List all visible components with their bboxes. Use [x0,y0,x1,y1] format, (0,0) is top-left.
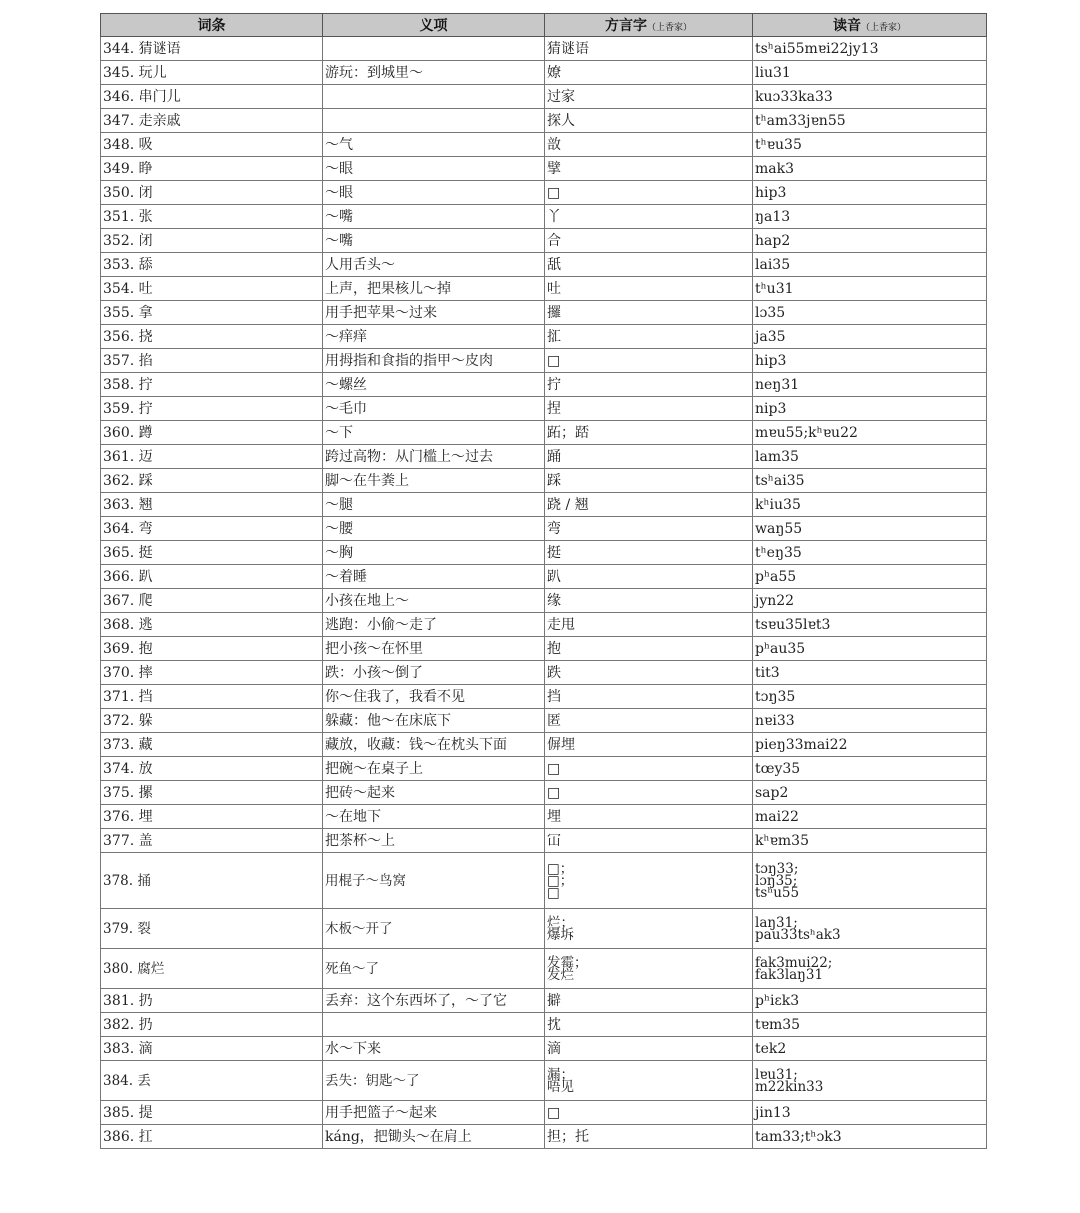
header-pronunciation-label: 读音 [832,18,861,34]
header-term-label: 词条 [197,18,226,34]
table-row [101,1125,987,1149]
dialect-char-cell: 烂； 爆坼 [545,909,753,949]
term-cell: 349. 睁 [101,157,323,181]
term-cell: 359. 拧 [101,397,323,421]
header-meaning [323,14,545,37]
header-dialect-char-label: 方言字 [604,18,647,34]
meaning-cell: 藏放，收藏：钱～在枕头下面 [323,733,545,757]
term-cell: 369. 抱 [101,637,323,661]
header-pronunciation-note: （上香家） [860,23,906,33]
term-cell: 375. 摞 [101,781,323,805]
meaning-cell: ～嘴 [323,205,545,229]
pronunciation-cell: jin13 [753,1101,987,1125]
term-cell: 354. 吐 [101,277,323,301]
term-cell: 344. 猜谜语 [101,37,323,61]
pronunciation-cell: lɐu31; m22kin33 [753,1061,987,1101]
term-cell: 351. 张 [101,205,323,229]
term-cell: 355. 拿 [101,301,323,325]
dialect-char-cell: 攞 [545,301,753,325]
table-row [101,325,987,349]
table-row [101,205,987,229]
meaning-cell [323,85,545,109]
meaning-cell: káng，把锄头～在肩上 [323,1125,545,1149]
meaning-cell: 你～住我了，我看不见 [323,685,545,709]
pronunciation-cell: tit3 [753,661,987,685]
pronunciation-cell: nip3 [753,397,987,421]
term-cell: 371. 挡 [101,685,323,709]
pronunciation-cell: pʰau35 [753,637,987,661]
table-row [101,733,987,757]
meaning-cell: 把茶杯～上 [323,829,545,853]
table-row [101,109,987,133]
table-row [101,589,987,613]
dialect-char-cell: 探人 [545,109,753,133]
dialect-char-cell: 猜谜语 [545,37,753,61]
dialect-char-cell: 合 [545,229,753,253]
term-cell: 357. 掐 [101,349,323,373]
table-row [101,301,987,325]
table-row [101,709,987,733]
term-cell: 368. 逃 [101,613,323,637]
term-cell: 361. 迈 [101,445,323,469]
term-cell: 352. 闭 [101,229,323,253]
meaning-cell: ～气 [323,133,545,157]
meaning-cell: 丢失：钥匙～了 [323,1061,545,1101]
table-row [101,277,987,301]
dialect-char-cell: □ [545,349,753,373]
pronunciation-cell: liu31 [753,61,987,85]
meaning-cell: 上声，把果核儿～掉 [323,277,545,301]
dialect-char-cell: 滴 [545,1037,753,1061]
meaning-cell: ～眼 [323,157,545,181]
meaning-cell: 人用舌头～ [323,253,545,277]
meaning-cell: ～在地下 [323,805,545,829]
table-row [101,37,987,61]
pronunciation-cell: jyn22 [753,589,987,613]
header-dialect-char-note: （上香家） [646,23,692,33]
term-cell: 382. 扔 [101,1013,323,1037]
pronunciation-cell: pʰiɛk3 [753,989,987,1013]
pronunciation-cell: lai35 [753,253,987,277]
meaning-cell: ～胸 [323,541,545,565]
pronunciation-cell: lɔ35 [753,301,987,325]
dialect-char-cell: 拧 [545,373,753,397]
dialect-char-cell: 过家 [545,85,753,109]
dialect-char-cell: 捏 [545,397,753,421]
dialect-char-cell: 抌 [545,1013,753,1037]
term-cell: 363. 翘 [101,493,323,517]
meaning-cell [323,109,545,133]
table-row [101,1013,987,1037]
pronunciation-cell: tsʰai35 [753,469,987,493]
table-row [101,805,987,829]
meaning-cell: 脚～在牛粪上 [323,469,545,493]
pronunciation-cell: neŋ31 [753,373,987,397]
dialect-char-cell: 吐 [545,277,753,301]
term-cell: 360. 蹲 [101,421,323,445]
header-meaning-label: 义项 [419,18,448,34]
meaning-cell: ～腿 [323,493,545,517]
meaning-cell: 死鱼～了 [323,949,545,989]
dialect-char-cell: 踊 [545,445,753,469]
term-cell: 381. 扔 [101,989,323,1013]
table-row [101,133,987,157]
dialect-char-cell: 匿 [545,709,753,733]
pronunciation-cell: pʰa55 [753,565,987,589]
meaning-cell: 把小孩～在怀里 [323,637,545,661]
pronunciation-cell: hip3 [753,349,987,373]
meaning-cell: 丢弃：这个东西坏了，～了它 [323,989,545,1013]
term-cell: 372. 躲 [101,709,323,733]
table-row [101,1037,987,1061]
table-row [101,565,987,589]
meaning-cell: ～腰 [323,517,545,541]
table-row [101,445,987,469]
dialect-char-cell: 擗 [545,989,753,1013]
table-row [101,853,987,909]
dialect-char-cell: 舐 [545,253,753,277]
term-cell: 370. 摔 [101,661,323,685]
meaning-cell: 逃跑：小偷～走了 [323,613,545,637]
term-cell: 350. 闭 [101,181,323,205]
pronunciation-cell: kʰiu35 [753,493,987,517]
dialect-char-cell: 冚 [545,829,753,853]
term-cell: 365. 挺 [101,541,323,565]
meaning-cell: 用拇指和食指的指甲～皮肉 [323,349,545,373]
dialect-char-cell: 走甩 [545,613,753,637]
pronunciation-cell: pieŋ33mai22 [753,733,987,757]
dialect-char-cell: 挺 [545,541,753,565]
pronunciation-cell: tsʰai55mɐi22jy13 [753,37,987,61]
dialect-char-cell: 擘 [545,157,753,181]
pronunciation-cell: tœy35 [753,757,987,781]
vocabulary-table [100,13,987,1149]
pronunciation-cell: hip3 [753,181,987,205]
meaning-cell [323,1013,545,1037]
pronunciation-cell: tʰeŋ35 [753,541,987,565]
header-dialect-char [545,14,753,37]
term-cell: 364. 弯 [101,517,323,541]
meaning-cell: ～毛巾 [323,397,545,421]
dialect-char-cell: 抱 [545,637,753,661]
meaning-cell: ～眼 [323,181,545,205]
term-cell: 383. 滴 [101,1037,323,1061]
dialect-char-cell: 嫽 [545,61,753,85]
dialect-char-cell: □ [545,1101,753,1125]
pronunciation-cell: tʰu31 [753,277,987,301]
dialect-char-cell: 漏； 唔见 [545,1061,753,1101]
pronunciation-cell: tɔŋ33; lɔŋ35; tsʰu55 [753,853,987,909]
meaning-cell: 小孩在地上～ [323,589,545,613]
dialect-char-cell: 挡 [545,685,753,709]
table-row [101,949,987,989]
pronunciation-cell: tek2 [753,1037,987,1061]
term-cell: 347. 走亲戚 [101,109,323,133]
term-cell: 346. 串门儿 [101,85,323,109]
meaning-cell: ～痒痒 [323,325,545,349]
term-cell: 380. 腐烂 [101,949,323,989]
term-cell: 362. 踩 [101,469,323,493]
term-cell: 374. 放 [101,757,323,781]
meaning-cell: ～下 [323,421,545,445]
meaning-cell: ～螺丝 [323,373,545,397]
term-cell: 384. 丢 [101,1061,323,1101]
meaning-cell: 跌：小孩～倒了 [323,661,545,685]
table-row [101,829,987,853]
meaning-cell: 把砖～起来 [323,781,545,805]
meaning-cell: 游玩：到城里～ [323,61,545,85]
term-cell: 373. 藏 [101,733,323,757]
dialect-char-cell: □； □； □ [545,853,753,909]
dialect-char-cell: 担；托 [545,1125,753,1149]
pronunciation-cell: tɔŋ35 [753,685,987,709]
term-cell: 356. 挠 [101,325,323,349]
pronunciation-cell: kuɔ33ka33 [753,85,987,109]
term-cell: 345. 玩儿 [101,61,323,85]
dialect-char-cell: 踩 [545,469,753,493]
term-cell: 358. 拧 [101,373,323,397]
table-row [101,517,987,541]
dialect-char-cell: □ [545,757,753,781]
table-row [101,397,987,421]
meaning-cell: ～嘴 [323,229,545,253]
dialect-char-cell: 埋 [545,805,753,829]
pronunciation-cell: mai22 [753,805,987,829]
table-row [101,61,987,85]
dialect-char-cell: 跷 / 翘 [545,493,753,517]
pronunciation-cell: mak3 [753,157,987,181]
pronunciation-cell: waŋ55 [753,517,987,541]
table-row [101,253,987,277]
pronunciation-cell: tam33;tʰɔk3 [753,1125,987,1149]
pronunciation-cell: laŋ31; pau33tsʰak3 [753,909,987,949]
table-row [101,469,987,493]
pronunciation-cell: tsɐu35lɐt3 [753,613,987,637]
pronunciation-cell: tɐm35 [753,1013,987,1037]
table-header [101,14,987,37]
pronunciation-cell: fak3mui22; fak3laŋ31 [753,949,987,989]
pronunciation-cell: ŋa13 [753,205,987,229]
header-pronunciation [753,14,987,37]
table-row [101,909,987,949]
term-cell: 366. 趴 [101,565,323,589]
meaning-cell: 躲藏：他～在床底下 [323,709,545,733]
term-cell: 386. 扛 [101,1125,323,1149]
term-cell: 378. 捅 [101,853,323,909]
term-cell: 376. 埋 [101,805,323,829]
table-row [101,781,987,805]
table-row [101,661,987,685]
meaning-cell: 用棍子～鸟窝 [323,853,545,909]
pronunciation-cell: nɐi33 [753,709,987,733]
header-row [101,14,987,37]
dialect-char-cell: 偋埋 [545,733,753,757]
pronunciation-cell: hap2 [753,229,987,253]
meaning-cell: 用手把苹果～过来 [323,301,545,325]
pronunciation-cell: tʰam33jɐn55 [753,109,987,133]
table-body [101,37,987,1149]
dialect-char-cell: □ [545,181,753,205]
table-row [101,373,987,397]
table-row [101,613,987,637]
meaning-cell: 用手把篮子～起来 [323,1101,545,1125]
dialect-char-cell: 敨 [545,133,753,157]
table-row [101,685,987,709]
pronunciation-cell: lam35 [753,445,987,469]
dialect-char-cell: 丫 [545,205,753,229]
meaning-cell: ～着睡 [323,565,545,589]
dialect-char-cell: 弯 [545,517,753,541]
table-row [101,229,987,253]
pronunciation-cell: kʰɐm35 [753,829,987,853]
table-row [101,421,987,445]
pronunciation-cell: mɐu55;kʰɐu22 [753,421,987,445]
dialect-char-cell: 㧟 [545,325,753,349]
dialect-char-cell: □ [545,781,753,805]
meaning-cell: 木板～开了 [323,909,545,949]
table-row [101,637,987,661]
meaning-cell: 水～下来 [323,1037,545,1061]
table-row [101,541,987,565]
table-row [101,757,987,781]
meaning-cell: 把碗～在桌子上 [323,757,545,781]
table-row [101,1101,987,1125]
pronunciation-cell: sap2 [753,781,987,805]
table-row [101,1061,987,1101]
dialect-char-cell: 跌 [545,661,753,685]
term-cell: 353. 舔 [101,253,323,277]
term-cell: 367. 爬 [101,589,323,613]
table-row [101,85,987,109]
table-row [101,181,987,205]
term-cell: 377. 盖 [101,829,323,853]
dialect-char-cell: 跖；踎 [545,421,753,445]
meaning-cell [323,37,545,61]
pronunciation-cell: ja35 [753,325,987,349]
table-row [101,989,987,1013]
dialect-char-cell: 发霉； 发烂 [545,949,753,989]
dialect-char-cell: 趴 [545,565,753,589]
term-cell: 348. 吸 [101,133,323,157]
header-term [101,14,323,37]
table-row [101,493,987,517]
table-row [101,157,987,181]
pronunciation-cell: tʰɐu35 [753,133,987,157]
term-cell: 379. 裂 [101,909,323,949]
table-row [101,349,987,373]
term-cell: 385. 提 [101,1101,323,1125]
meaning-cell: 跨过高物：从门槛上～过去 [323,445,545,469]
dialect-char-cell: 缘 [545,589,753,613]
